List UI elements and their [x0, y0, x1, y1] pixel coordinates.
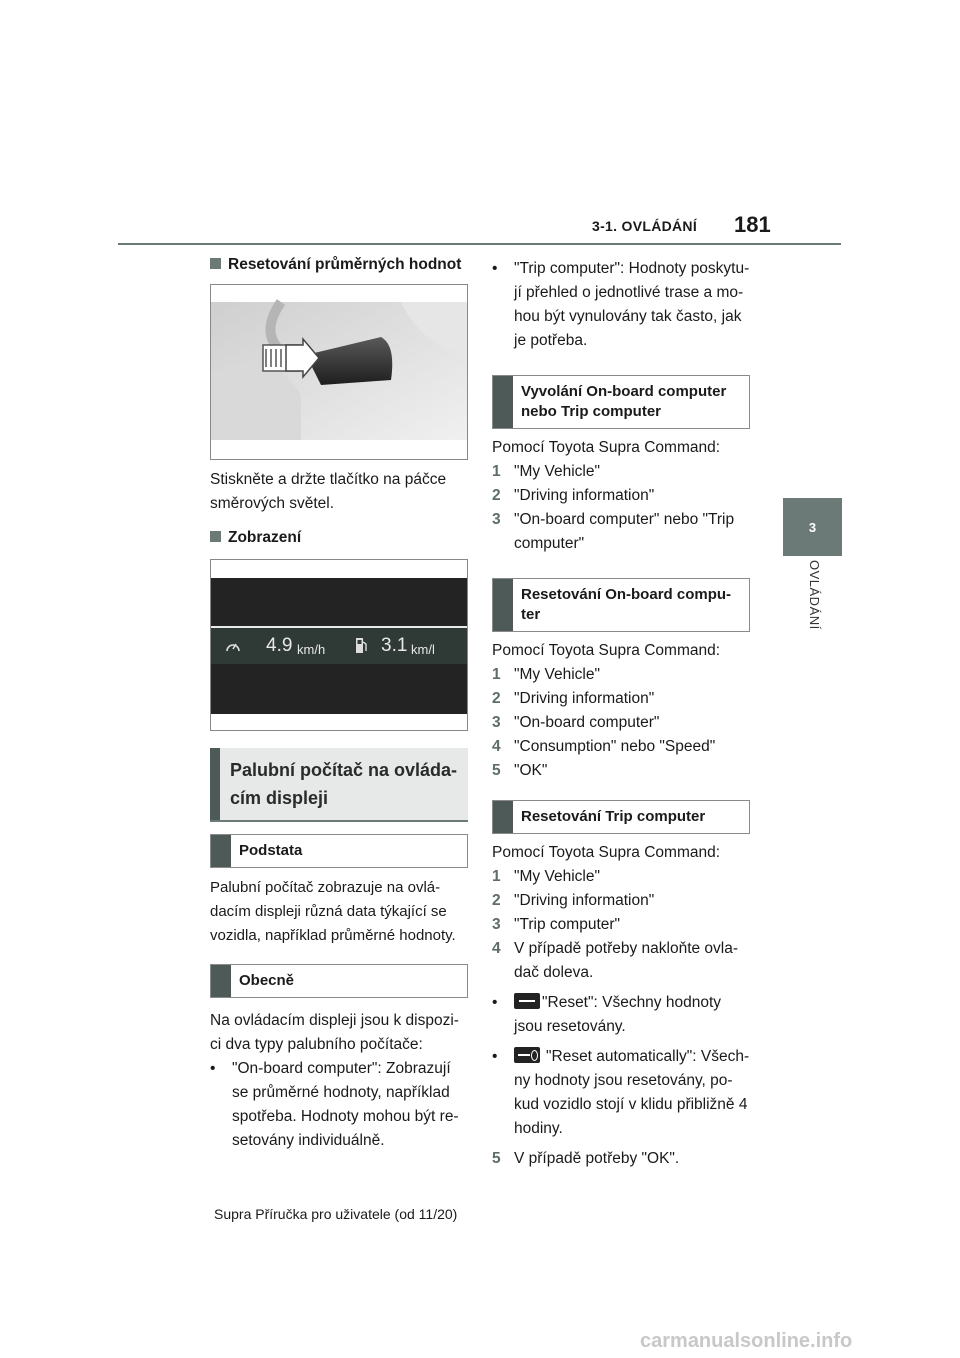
lever-figure [210, 284, 468, 460]
intro-reset-trip: Pomocí Toyota Supra Command: [492, 844, 721, 861]
heading-display: Zobrazení [210, 526, 470, 550]
header-rule [118, 243, 841, 245]
step-item: 1 "My Vehicle" [492, 666, 600, 683]
chapter-number: 3 [808, 519, 817, 535]
subheading-general: Obecně [210, 964, 468, 998]
heading-bar [210, 748, 220, 820]
step-item: 3 "On-board computer" [492, 714, 660, 731]
avg-speed-unit: km/h [297, 642, 326, 657]
step-5-ok: 5 V případě potřeby "OK". [492, 1150, 680, 1167]
auto-reset-icon [514, 1047, 540, 1063]
chapter-tab [783, 498, 842, 556]
steps-reset-trip [492, 865, 750, 985]
subheading-call-up: Vyvolání On-board computer nebo Trip computer [492, 375, 750, 429]
intro-call-up: Pomocí Toyota Supra Command: [492, 439, 721, 456]
para-general: Na ovládacím displeji jsou k dispozi-ci dva typy palubního počítače: [210, 1012, 459, 1053]
steps-reset-onboard [492, 663, 750, 783]
subheading-reset-trip: Resetování Trip computer [492, 800, 750, 834]
avg-speed-value: 4.9 [266, 635, 293, 656]
chapter-label: OVLÁDÁNÍ [807, 560, 822, 630]
subheading-principle: Podstata [210, 834, 468, 868]
section-heading-onboard-computer: Palubní počítač na ovláda-cím displeji [210, 748, 468, 822]
bullet-reset: • "Reset": Všechny hodnoty jsou resetovány. [492, 994, 722, 1035]
subheading-reset-onboard: Resetování On-board compu-ter [492, 578, 750, 632]
turn-signal-lever-illustration [211, 285, 467, 459]
para-principle: Palubní počítač zobrazuje na ovlá-dacím displeji různá data týkající se vozidla, například průměrné hodnoty. [210, 879, 456, 944]
avg-consumption-value: 3.1 [381, 635, 408, 656]
left-column [210, 253, 470, 1153]
step-item: 1 "My Vehicle" [492, 463, 600, 480]
avg-consumption-unit: km/l [411, 642, 435, 657]
step-item: 3 "On-board computer" nebo "Trip computer" [492, 511, 735, 552]
bullet-trip-computer: • "Trip computer": Hodnoty poskytu-jí přehled o jednotlivé trase a mo-hou být vynulovány tak často, jak je potřeba. [492, 260, 750, 349]
para-press-lever: Stiskněte a držte tlačítko na páčce směrových světel. [210, 471, 447, 512]
step-item: 5 "OK" [492, 762, 548, 779]
page-number: 181 [734, 212, 771, 237]
bullet-reset-automatically: • "Reset automatically": Všech-ny hodnoty jsou resetovány, po-kud vozidlo stojí v klidu přibližně 4 hodiny. [492, 1048, 750, 1137]
display-screen [211, 578, 467, 714]
right-column [492, 257, 750, 1171]
watermark: carmanualsonline.info [640, 1330, 853, 1352]
display-values-row [211, 628, 467, 664]
fuel-pump-icon [354, 637, 368, 654]
step-item: 2 "Driving information" [492, 690, 655, 707]
heading-reset-averages: Resetování průměrných hodnot [210, 253, 470, 277]
step-item: 1 "My Vehicle" [492, 868, 600, 885]
display-figure [210, 559, 468, 731]
step-item: 4 "Consumption" nebo "Speed" [492, 738, 716, 755]
section-title: 3-1. OVLÁDÁNÍ [592, 218, 698, 234]
step-item: 2 "Driving information" [492, 487, 655, 504]
steps-call-up [492, 460, 750, 556]
speedometer-icon [225, 639, 241, 653]
step-item: 4 V případě potřeby nakloňte ovla-dač doleva. [492, 940, 739, 981]
step-item: 2 "Driving information" [492, 892, 655, 909]
intro-reset-onboard: Pomocí Toyota Supra Command: [492, 642, 721, 659]
footer-manual-title: Supra Příručka pro uživatele (od 11/20) [214, 1206, 458, 1222]
step-item: 3 "Trip computer" [492, 916, 621, 933]
reset-icon [514, 993, 540, 1009]
bullet-onboard-computer: • "On-board computer": Zobrazují se průměrné hodnoty, například spotřeba. Hodnoty mohou být re-setovány individuálně. [210, 1060, 459, 1149]
